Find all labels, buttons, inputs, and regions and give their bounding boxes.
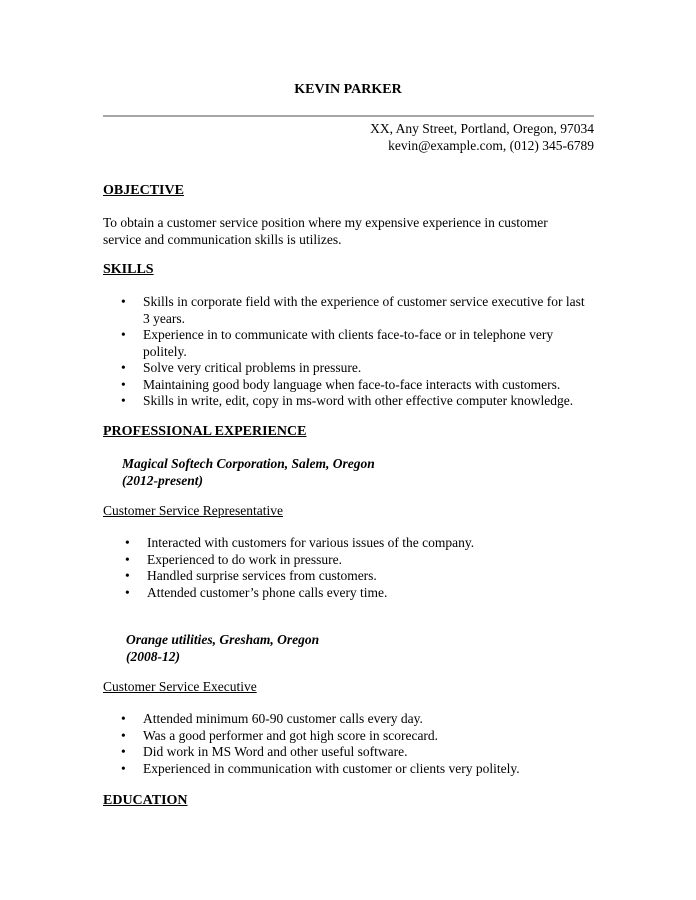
duty-text: Experienced in communication with customer or clients very politely.	[143, 760, 520, 776]
duty-text: Attended minimum 60-90 customer calls every day.	[143, 711, 423, 726]
skill-text: Solve very critical problems in pressure.	[143, 360, 362, 375]
address-line: XX, Any Street, Portland, Oregon, 97034	[370, 121, 594, 136]
duty-text: Did work in MS Word and other useful software.	[143, 744, 408, 759]
job-header	[126, 632, 319, 665]
list-item	[121, 294, 603, 327]
job-period: (2012-present)	[122, 472, 203, 488]
job-header	[122, 456, 375, 489]
job-duties-list	[121, 711, 603, 777]
company-name: Orange utilities, Gresham, Oregon	[126, 632, 320, 647]
bullet-icon: •	[125, 535, 130, 550]
bullet-icon: •	[121, 711, 126, 726]
objective-line: service and communication skills is utilizes.	[103, 231, 342, 247]
objective-line: To obtain a customer service position where my expensive experience in customer	[103, 215, 548, 230]
skill-text: 3 years.	[143, 310, 185, 326]
duty-text: Handled surprise services from customers.	[147, 568, 377, 583]
job-role: Customer Service Representative	[103, 503, 283, 518]
list-item	[125, 535, 587, 552]
skill-text: Experience in to communicate with clients face-to-face or in telephone very	[143, 327, 554, 342]
bullet-icon: •	[121, 727, 126, 743]
education-heading: EDUCATION	[103, 793, 188, 808]
bullet-icon: •	[121, 376, 126, 392]
job-role: Customer Service Executive	[103, 679, 257, 694]
skill-text: politely.	[143, 343, 187, 359]
list-item	[121, 711, 603, 728]
header-divider	[103, 115, 594, 117]
job-period: (2008-12)	[126, 648, 180, 664]
skills-heading: SKILLS	[103, 262, 154, 277]
skills-list	[121, 294, 603, 410]
bullet-icon: •	[121, 327, 126, 342]
list-item	[125, 551, 587, 569]
company-name: Magical Softech Corporation, Salem, Oregon	[122, 456, 375, 471]
bullet-icon: •	[121, 360, 126, 375]
duty-text: Was a good performer and got high score in scorecard.	[143, 727, 439, 743]
objective-text	[103, 215, 583, 248]
skill-text: Maintaining good body language when face-to-face interacts with customers.	[143, 376, 561, 392]
bullet-icon: •	[121, 393, 126, 408]
bullet-icon: •	[121, 744, 126, 759]
list-item	[125, 584, 587, 602]
bullet-icon: •	[125, 584, 130, 600]
duty-text: Attended customer’s phone calls every time.	[147, 584, 388, 600]
contact-line: kevin@example.com, (012) 345-6789	[388, 138, 594, 153]
experience-heading: PROFESSIONAL EXPERIENCE	[103, 424, 307, 439]
duty-text: Interacted with customers for various issues of the company.	[147, 535, 475, 550]
bullet-icon: •	[121, 760, 126, 776]
skill-text: Skills in write, edit, copy in ms-word with other effective computer knowledge.	[143, 393, 574, 408]
list-item	[121, 393, 603, 410]
list-item	[121, 376, 603, 394]
objective-heading: OBJECTIVE	[103, 183, 184, 198]
list-item	[121, 744, 603, 761]
list-item	[121, 760, 603, 778]
list-item	[121, 360, 603, 377]
duty-text: Experienced to do work in pressure.	[147, 551, 342, 567]
bullet-icon: •	[121, 294, 126, 309]
candidate-name: KEVIN PARKER	[294, 82, 402, 97]
bullet-icon: •	[125, 568, 130, 583]
list-item	[121, 727, 603, 745]
skill-text: Skills in corporate field with the experience of customer service executive for last	[143, 294, 585, 309]
list-item	[121, 327, 603, 360]
bullet-icon: •	[125, 551, 130, 567]
job-duties-list	[125, 535, 587, 601]
list-item	[125, 568, 587, 585]
contact-block	[194, 121, 594, 155]
